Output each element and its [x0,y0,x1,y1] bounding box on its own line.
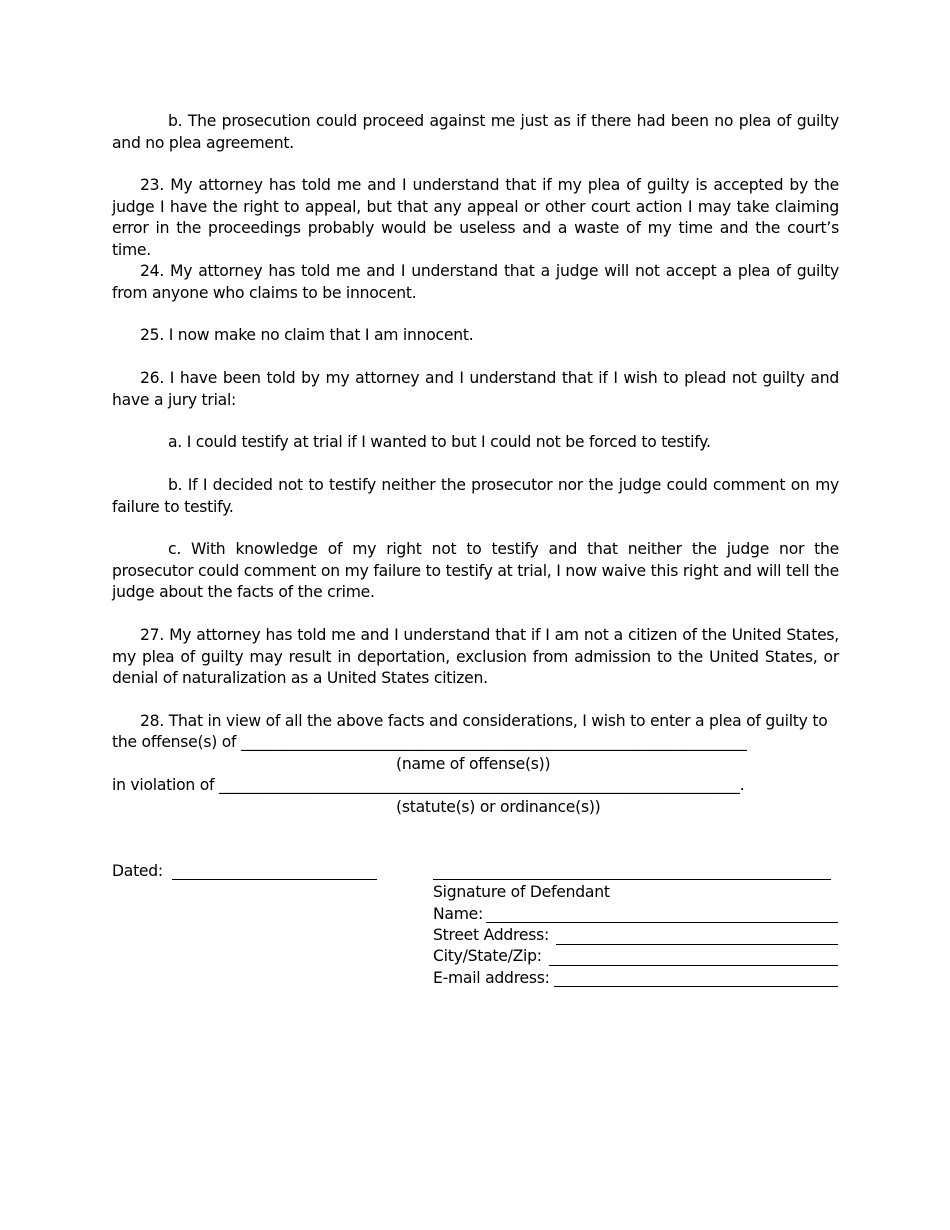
name-label: Name: [433,905,484,923]
paragraph-26b: b. If I decided not to testify neither the prosecutor nor the judge could comment on my failure to testify. [112,476,839,516]
city-state-zip-field[interactable] [549,965,838,966]
city-state-zip-label: City/State/Zip: [433,947,542,965]
violation-caption: (statute(s) or ordinance(s)) [396,798,601,816]
paragraph-22b: b. The prosecution could proceed against me just as if there had been no plea of guilty and no plea agreement. [112,112,839,152]
signature-label: Signature of Defendant [433,883,610,901]
paragraph-25: 25. I now make no claim that I am innocent. [140,326,474,344]
paragraph-27: 27. My attorney has told me and I understand that if I am not a citizen of the United States, my plea of guilty may result in deportation, exclusion from admission to the United States, or denial of naturalization as a United States citizen. [112,626,839,687]
offense-caption: (name of offense(s)) [396,755,551,773]
paragraph-28: 28. That in view of all the above facts and considerations, I wish to enter a plea of guilty to [140,712,828,730]
signature-field[interactable] [433,879,831,880]
street-address-field[interactable] [556,944,838,945]
dated-field[interactable] [172,879,377,880]
name-field[interactable] [486,922,838,923]
paragraph-26: 26. I have been told by my attorney and I understand that if I wish to plead not guilty and have a jury trial: [112,369,839,409]
dated-label: Dated: [112,862,163,880]
paragraph-26a: a. I could testify at trial if I wanted to but I could not be forced to testify. [168,433,711,451]
street-address-label: Street Address: [433,926,549,944]
violation-line[interactable]: in violation of _____________________________________________________________________. [112,776,745,794]
paragraph-23: 23. My attorney has told me and I understand that if my plea of guilty is accepted by the judge I have the right to appeal, but that any appeal or other court action I may take claiming error in the proceedings probably would be useless and a waste of my time and the court’s time. [112,176,839,259]
paragraph-24: 24. My attorney has told me and I understand that a judge will not accept a plea of guilty from anyone who claims to be innocent. [112,262,839,302]
email-address-field[interactable] [554,986,838,987]
offense-line[interactable]: the offense(s) of ___________________________________________________________________ [112,733,747,751]
email-address-label: E-mail address: [433,969,550,987]
paragraph-26c: c. With knowledge of my right not to testify and that neither the judge nor the prosecutor could comment on my failure to testify at trial, I now waive this right and will tell the judge about the facts of the crime. [112,540,839,601]
